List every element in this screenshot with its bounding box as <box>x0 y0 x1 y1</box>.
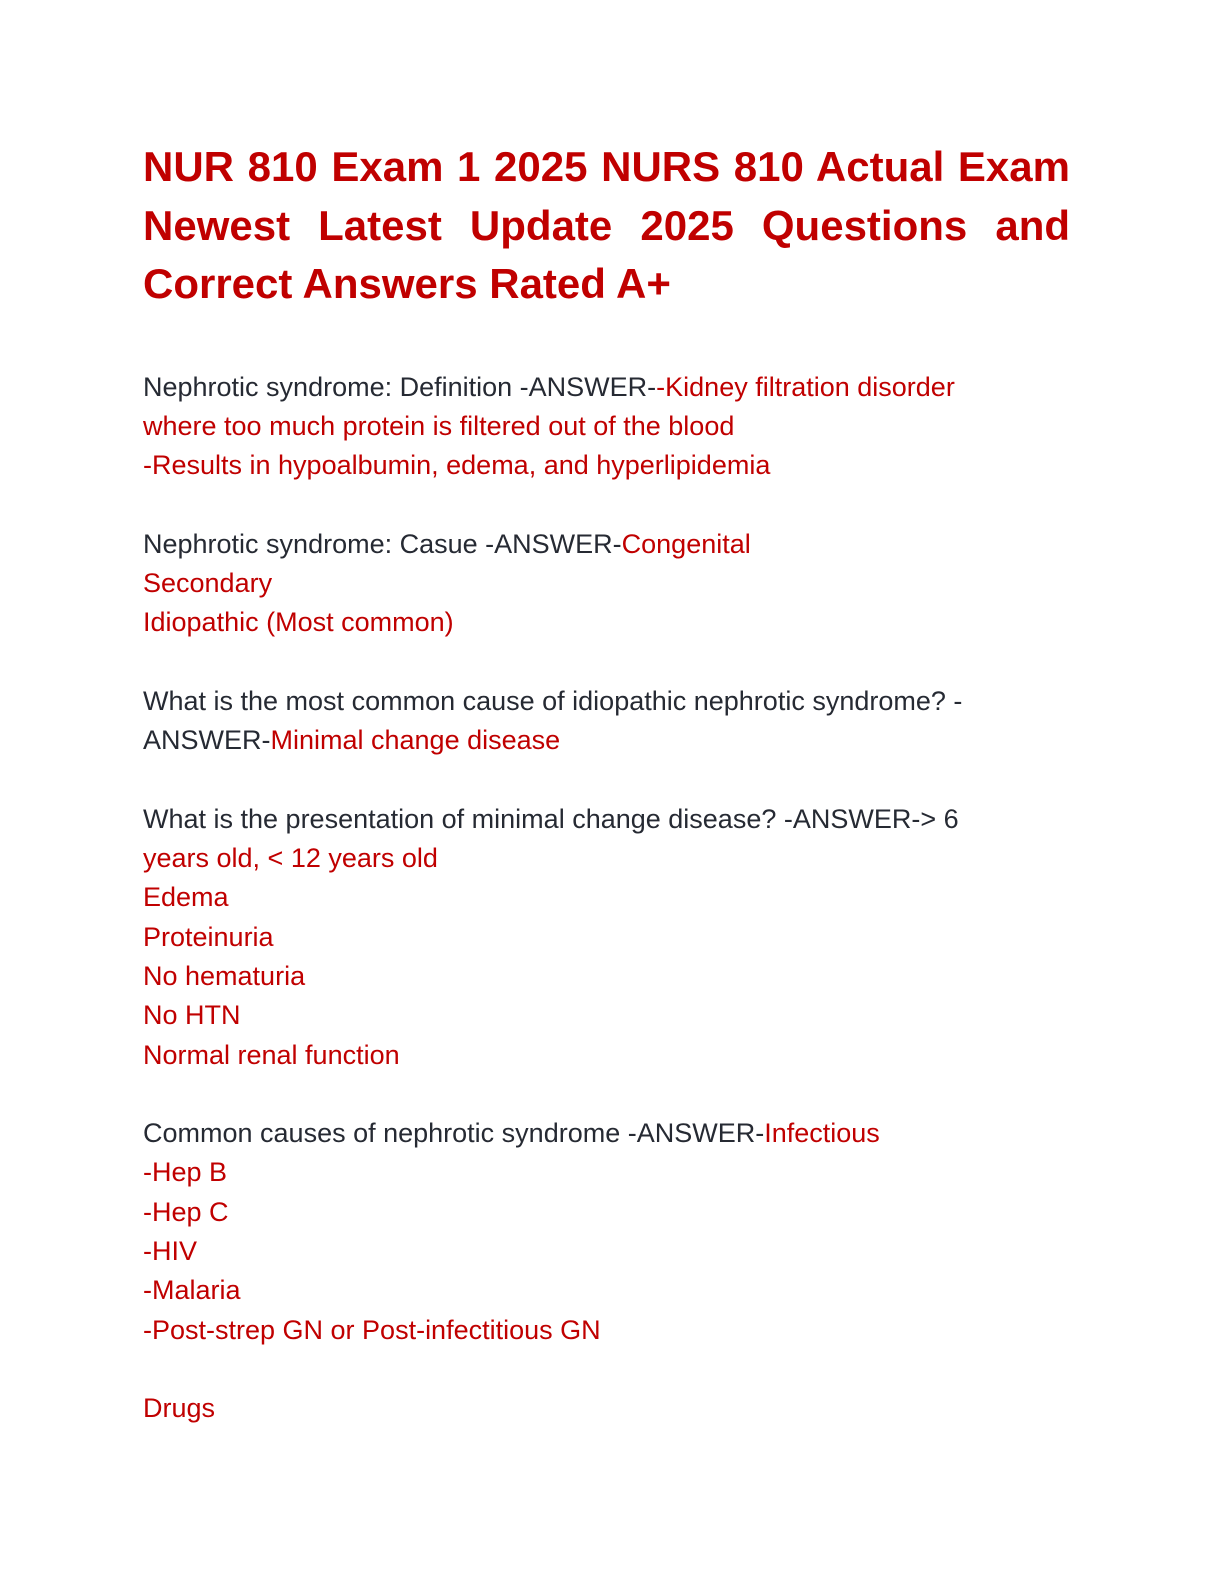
qa-item-idiopathic-cause <box>143 682 1070 761</box>
answer-line: No HTN <box>143 1000 241 1031</box>
qa-item-cause <box>143 525 1070 643</box>
answer-line: -Hep C <box>143 1196 229 1227</box>
qa-item-definition <box>143 368 1070 486</box>
question-text-continued: ANSWER- <box>143 725 271 756</box>
document-title: NUR 810 Exam 1 2025 NURS 810 Actual Exam Newest Latest Update 2025 Questions and Correct Answers Rated A+ <box>143 143 1070 307</box>
answer-line: Proteinuria <box>143 921 274 952</box>
qa-line <box>143 368 1070 407</box>
question-text: Common causes of nephrotic syndrome -ANSWER- <box>143 1118 765 1149</box>
answer-line: Normal renal function <box>143 1039 400 1070</box>
answer-line: Secondary <box>143 567 273 598</box>
answer-line: -HIV <box>143 1236 197 1267</box>
qa-item-drugs <box>143 1389 1070 1428</box>
question-text: Nephrotic syndrome: Definition -ANSWER- <box>143 371 657 402</box>
document-page <box>143 138 1070 1429</box>
answer-line: -Hep B <box>143 1157 228 1188</box>
question-text: What is the presentation of minimal change disease? -ANSWER-> 6 <box>143 803 959 834</box>
answer-text: Infectious <box>764 1118 880 1149</box>
answer-line: years old, < 12 years old <box>143 843 438 874</box>
answer-text: Minimal change disease <box>270 725 561 756</box>
qa-item-presentation <box>143 800 1070 1075</box>
question-text: Nephrotic syndrome: Casue -ANSWER- <box>143 528 622 559</box>
qa-line <box>143 525 1070 564</box>
answer-line: -Malaria <box>143 1275 241 1306</box>
qa-line <box>143 721 1070 760</box>
answer-line: -Results in hypoalbumin, edema, and hyperlipidemia <box>143 450 771 481</box>
answer-line: where too much protein is filtered out of the blood <box>143 410 735 441</box>
answer-line: Edema <box>143 882 229 913</box>
answer-text: Congenital <box>621 528 751 559</box>
question-text: What is the most common cause of idiopathic nephrotic syndrome? - <box>143 685 963 716</box>
answer-line: No hematuria <box>143 960 306 991</box>
answer-line: Drugs <box>143 1393 216 1424</box>
answer-line: Idiopathic (Most common) <box>143 607 454 638</box>
answer-text: -Kidney filtration disorder <box>656 371 955 402</box>
answer-line: -Post-strep GN or Post-infectitious GN <box>143 1314 601 1345</box>
qa-line <box>143 1114 1070 1153</box>
qa-item-common-causes <box>143 1114 1070 1350</box>
